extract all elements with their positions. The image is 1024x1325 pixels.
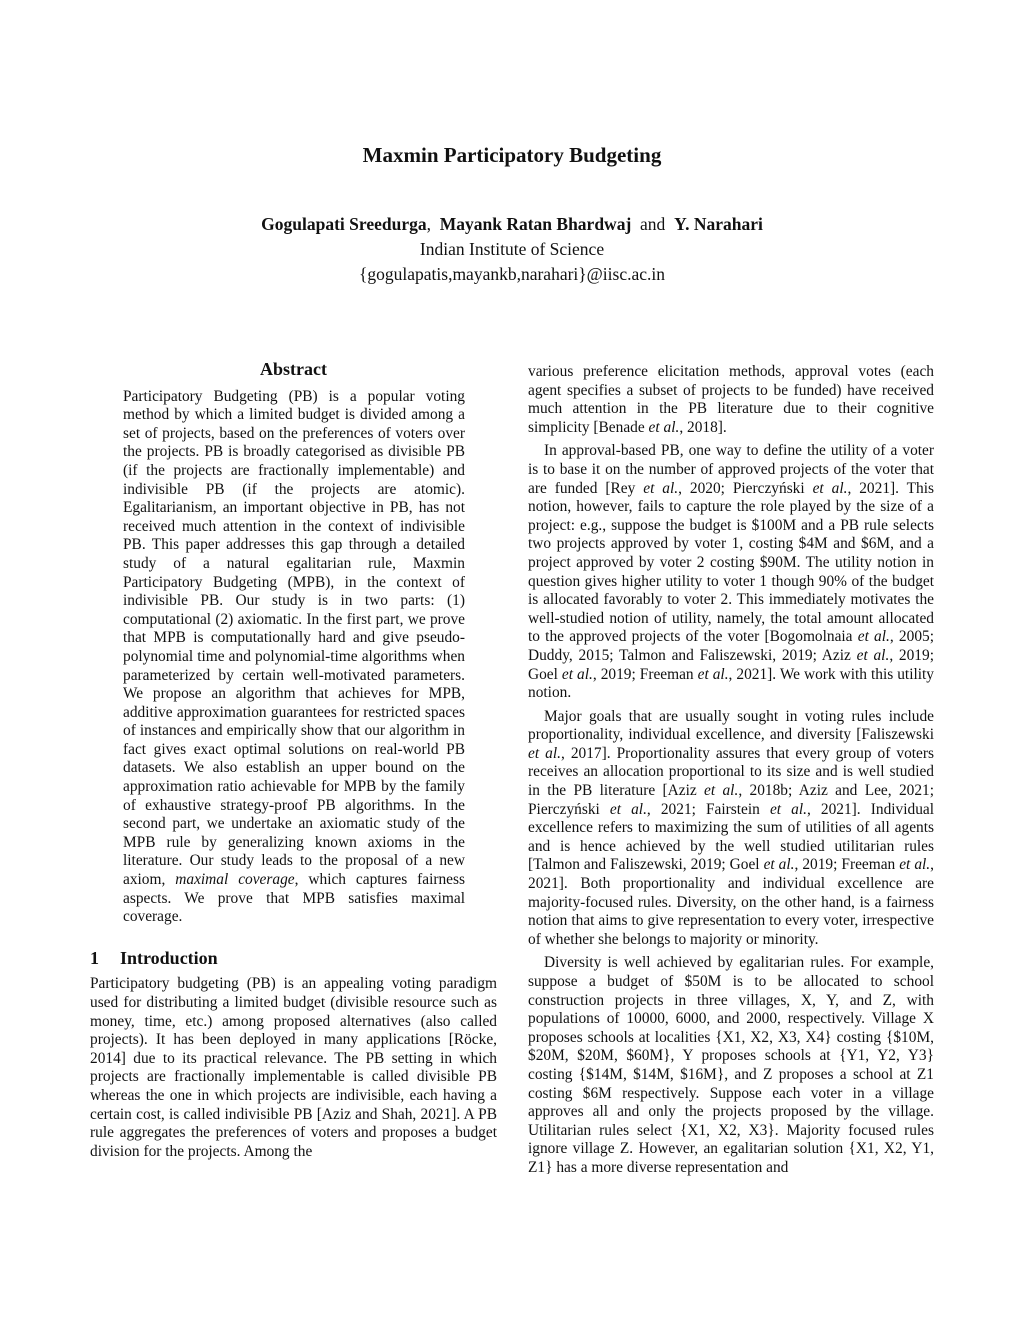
affiliation: Indian Institute of Science [419, 239, 605, 259]
author-separator: , [426, 214, 431, 234]
abstract-body: Participatory Budgeting (PB) is a popular voting method by which a limited budget is divided among a set of projects, based on the preferences of voters over the projects. PB is broadly categorised as divisible PB (if the projects are fractionally implementable) and indivisible PB (if the projects are atomic). Egalitarianism, an important objective in PB, has not received much attention in the context of indivisible PB. This paper addresses this gap through a detailed study of a natural egalitarian rule, Maxmin Participatory Budgeting (MPB), in the context of indivisible PB. Our study is in two parts: (1) computational (2) axiomatic. In the first part, we prove that MPB is computationally hard and give pseudo-polynomial time and polynomial-time algorithms when parameterized by certain well-motivated parameters. We propose an algorithm that achieves for MPB, additive approximation guarantees for restricted spaces of instances and empirically show that our algorithm in fact gives exact optimal solutions on real-world PB datasets. We also establish an upper bound on the approximation ratio achievable for MPB by the family of exhaustive strategy-proof PB algorithms. In the second part, we undertake an axiomatic study of the MPB rule by generalizing known axioms in the literature. Our study leads to the proposal of a new axiom, [123, 387, 465, 889]
email: {gogulapatis,mayankb,narahari}@iisc.ac.in [358, 264, 665, 284]
author-block [0, 212, 1024, 287]
author-and: and [640, 214, 666, 234]
section-number: 1 [90, 947, 99, 968]
paper-title: Maxmin Participatory Budgeting [362, 143, 662, 167]
right-paragraph-1: various preference elicitation methods, approval votes (each agent specifies a subset of projects to be funded) have received much attention in the PB literature due to their cognitive simplicity [Benade et al., 2018]. [528, 363, 934, 436]
right-paragraph-4: Diversity is well achieved by egalitarian rules. For example, suppose a budget of $50M is to be allocated to school construction projects in three villages, X, Y, and Z, with populations of 10000, 6000, and 2000, respectively. Village X proposes schools at localities {X1, X2, X3, X4} costing {$10M, $20M, $20M, $60M}, Y proposes schools at {Y1, Y2, Y3} costing {$14M, $14M, $16M}, and Z proposes a school at Z1 costing $6M respectively. Suppose each voter in a village approves all and only the projects proposed by the village. Utilitarian rules select {X1, X2, X3}. Majority focused rules ignore village Z. However, an egalitarian solution {X1, X2, Y1, Z1} has a more diverse representation and [528, 954, 934, 1176]
right-paragraph-3: Major goals that are usually sought in voting rules include proportionality, individual excellence, and diversity [Faliszewski et al., 2017]. Proportionality assures that every group of voters receives an allocation proportional to its size and is well studied in the PB literature [Aziz et al., 2018b; Aziz and Lee, 2021; Pierczyński et al., 2021; Fairstein et al., 2021]. Individual excellence refers to maximizing the sum of utilities of all agents and is hence achieved by the well studied utilitarian rules [Talmon and Faliszewski, 2019; Goel et al., 2019; Freeman et al., 2021]. Both proportionality and individual excellence are majority-focused rules. Diversity, on the other hand, is a fairness notion that aims to give representation to every voter, irrespective of whether she belongs to majority or minority. [528, 707, 935, 948]
right-column [528, 363, 934, 1178]
left-column [90, 360, 497, 1161]
author-3: Y. Narahari [674, 214, 763, 234]
abstract-emphasis: maximal coverage [175, 871, 295, 889]
right-paragraph-2: In approval-based PB, one way to define the utility of a voter is to base it on the number of approved projects of the voter that are funded [Rey et al., 2020; Pierczyński et al., 2021]. This notion, however, fails to capture the role played by the size of a project: e.g., suppose the budget is $100M and a PB rule selects two projects approved by voter 1, costing $4M and $6M, and a project approved by voter 2 costing $90M. The utility notion in question gives higher utility to voter 1 though 90% of the budget is allocated favorably to voter 2. This immediately motivates the well-studied notion of utility, namely, the total amount allocated to the approved projects of the voter [Bogomolnaia et al., 2005; Duddy, 2015; Talmon and Faliszewski, 2019; Aziz et al., 2019; Goel et al., 2019; Freeman et al., 2021]. We work with this utility notion. [528, 442, 934, 702]
abstract-text [123, 388, 465, 927]
abstract-heading: Abstract [260, 359, 327, 379]
abstract-end: , which captures fairness aspects. We prove that MPB satisfies maximal coverage. [123, 871, 465, 926]
author-names [0, 212, 1024, 237]
author-1: Gogulapati Sreedurga [261, 214, 427, 234]
author-2: Mayank Ratan Bhardwaj [439, 214, 632, 234]
section-title: Introduction [120, 947, 218, 968]
intro-paragraph-1: Participatory budgeting (PB) is an appealing voting paradigm used for distributing a limited budget (divisible resource such as money, time, etc.) among proposed alternatives (also called projects). It has been deployed in many applications [Röcke, 2014] due to its practical relevance. The PB setting in which projects are fractionally implementable is called divisible PB whereas the one in which projects are indivisible, each having a certain cost, is called indivisible PB [Aziz and Shah, 2021]. A PB rule aggregates the preferences of voters and proposes a budget division for the projects. Among the [90, 975, 497, 1160]
section-heading [90, 949, 497, 968]
